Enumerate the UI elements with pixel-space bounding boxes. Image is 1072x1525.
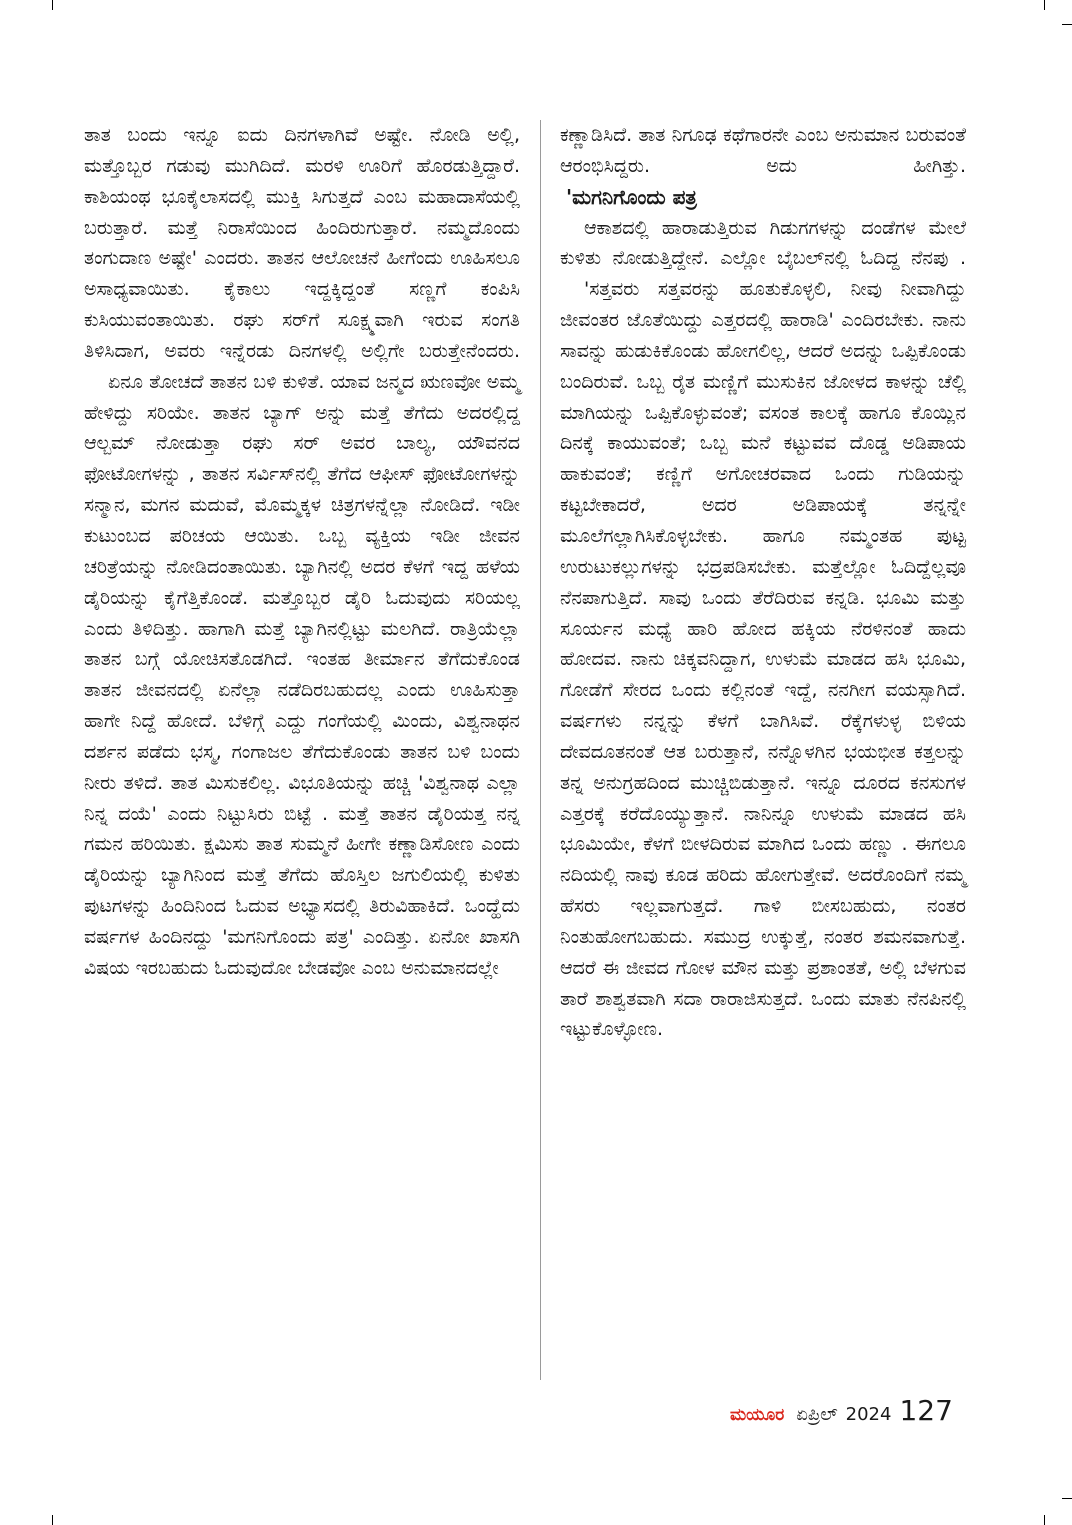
article-column-right	[560, 120, 966, 1045]
magazine-logo: ಮಯೂರ	[730, 1405, 785, 1425]
crop-mark-right-top	[1062, 24, 1072, 25]
paragraph: ತಾತ ಬಂದು ಇನ್ನೂ ಐದು ದಿನಗಳಾಗಿವೆ ಅಷ್ಟೇ. ನೋಡಿ ಅಲ್ಲಿ, ಮತ್ತೊಬ್ಬರ ಗಡುವು ಮುಗಿದಿದೆ. ಮರಳಿ ಊರಿಗೆ ಹೊರಡುತ್ತಿದ್ದಾರೆ. ಕಾಶಿಯಂಥ ಭೂಕೈಲಾಸದಲ್ಲಿ ಮುಕ್ತಿ ಸಿಗುತ್ತದೆ ಎಂಬ ಮಹಾದಾಸೆಯಲ್ಲಿ ಬರುತ್ತಾರೆ. ಮತ್ತೆ ನಿರಾಸೆಯಿಂದ ಹಿಂದಿರುಗುತ್ತಾರೆ. ನಮ್ಮದೊಂದು ತಂಗುದಾಣ ಅಷ್ಟೇ' ಎಂದರು. ತಾತನ ಆಲೋಚನೆ ಹೀಗೆಂದು ಊಹಿಸಲೂ ಅಸಾಧ್ಯವಾಯಿತು. ಕೈಕಾಲು ಇದ್ದಕ್ಕಿದ್ದಂತೆ ಸಣ್ಣಗೆ ಕಂಪಿಸಿ ಕುಸಿಯುವಂತಾಯಿತು. ರಘು ಸರ್‌ಗೆ ಸೂಕ್ಷ್ಮವಾಗಿ ಇರುವ ಸಂಗತಿ ತಿಳಿಸಿದಾಗ, ಅವರು ಇನ್ನೆರಡು ದಿನಗಳಲ್ಲಿ ಅಲ್ಲಿಗೇ ಬರುತ್ತೇನೆಂದರು.	[84, 124, 520, 362]
paragraph: ಆಕಾಶದಲ್ಲಿ ಹಾರಾಡುತ್ತಿರುವ ಗಿಡುಗಗಳನ್ನು ದಂಡೆಗಳ ಮೇಲೆ ಕುಳಿತು ನೋಡುತ್ತಿದ್ದೇನೆ. ಎಲ್ಲೋ ಬೈಬಲ್‌ನಲ್ಲಿ ಓದಿದ್ದ ನೆನಪು .	[560, 216, 966, 270]
crop-mark-bottom-left	[52, 1515, 53, 1525]
article-column-left	[84, 120, 520, 984]
column-divider	[540, 120, 541, 1380]
letter-heading: 'ಮಗನಿಗೊಂದು ಪತ್ರ	[566, 184, 697, 209]
paragraph: ಏನೂ ತೋಚದೆ ತಾತನ ಬಳಿ ಕುಳಿತೆ. ಯಾವ ಜನ್ಮದ ಋಣವೋ ಅಮ್ಮ ಹೇಳಿದ್ದು ಸರಿಯೇ. ತಾತನ ಬ್ಯಾಗ್ ಅನ್ನು ಮತ್ತೆ ತೆಗೆದು ಅದರಲ್ಲಿದ್ದ ಆಲ್ಬಮ್ ನೋಡುತ್ತಾ ರಘು ಸರ್ ಅವರ ಬಾಲ್ಯ, ಯೌವನದ ಫೋಟೋಗಳನ್ನು , ತಾತನ ಸರ್ವಿಸ್‌ನಲ್ಲಿ ತೆಗೆದ ಆಫೀಸ್ ಫೋಟೋಗಳನ್ನು ಸನ್ಮಾನ, ಮಗನ ಮದುವೆ, ಮೊಮ್ಮಕ್ಕಳ ಚಿತ್ರಗಳನ್ನೆಲ್ಲಾ ನೋಡಿದೆ. ಇಡೀ ಕುಟುಂಬದ ಪರಿಚಯ ಆಯಿತು. ಒಬ್ಬ ವ್ಯಕ್ತಿಯ ಇಡೀ ಜೀವನ ಚರಿತ್ರೆಯನ್ನು ನೋಡಿದಂತಾಯಿತು. ಬ್ಯಾಗಿನಲ್ಲಿ ಅದರ ಕೆಳಗೆ ಇದ್ದ ಹಳೆಯ ಡೈರಿಯನ್ನು ಕೈಗೆತ್ತಿಕೊಂಡೆ. ಮತ್ತೊಬ್ಬರ ಡೈರಿ ಓದುವುದು ಸರಿಯಲ್ಲ ಎಂದು ತಿಳಿದಿತ್ತು. ಹಾಗಾಗಿ ಮತ್ತೆ ಬ್ಯಾಗಿನಲ್ಲಿಟ್ಟು ಮಲಗಿದೆ. ರಾತ್ರಿಯೆಲ್ಲಾ ತಾತನ ಬಗ್ಗೆ ಯೋಚಿಸತೊಡಗಿದೆ. ಇಂತಹ ತೀರ್ಮಾನ ತೆಗೆದುಕೊಂಡ ತಾತನ ಜೀವನದಲ್ಲಿ ಏನೆಲ್ಲಾ ನಡೆದಿರಬಹುದಲ್ಲ ಎಂದು ಊಹಿಸುತ್ತಾ ಹಾಗೇ ನಿದ್ದೆ ಹೋದೆ. ಬೆಳಿಗ್ಗೆ ಎದ್ದು ಗಂಗೆಯಲ್ಲಿ ಮಿಂದು, ವಿಶ್ವನಾಥನ ದರ್ಶನ ಪಡೆದು ಭಸ್ಮ, ಗಂಗಾಜಲ ತೆಗೆದುಕೊಂಡು ತಾತನ ಬಳಿ ಬಂದು ನೀರು ತಳಿದೆ. ತಾತ ಮಿಸುಕಲಿಲ್ಲ. ವಿಭೂತಿಯನ್ನು ಹಚ್ಚಿ 'ವಿಶ್ವನಾಥ ಎಲ್ಲಾ ನಿನ್ನ ದಯೆ' ಎಂದು ನಿಟ್ಟುಸಿರು ಬಿಟ್ಟೆ . ಮತ್ತೆ ತಾತನ ಡೈರಿಯತ್ತ ನನ್ನ ಗಮನ ಹರಿಯಿತು. ಕ್ಷಮಿಸು ತಾತ ಸುಮ್ಮನೆ ಹೀಗೇ ಕಣ್ಣಾಡಿಸೋಣ ಎಂದು ಡೈರಿಯನ್ನು ಬ್ಯಾಗಿನಿಂದ ಮತ್ತೆ ತೆಗೆದು ಹೊಸ್ತಿಲ ಜಗುಲಿಯಲ್ಲಿ ಕುಳಿತು ಪುಟಗಳನ್ನು ಹಿಂದಿನಿಂದ ಓದುವ ಅಭ್ಯಾಸದಲ್ಲಿ ತಿರುವಿಹಾಕಿದೆ. ಒಂದ್ಹೆದು ವರ್ಷಗಳ ಹಿಂದಿನದ್ದು 'ಮಗನಿಗೊಂದು ಪತ್ರ' ಎಂದಿತ್ತು. ಏನೋ ಖಾಸಗಿ ವಿಷಯ ಇರಬಹುದು ಓದುವುದೋ ಬೇಡವೋ ಎಂಬ ಅನುಮಾನದಲ್ಲೇ	[84, 370, 520, 979]
crop-mark-right-bottom	[1062, 1498, 1072, 1499]
paragraph-continued: ಕಣ್ಣಾಡಿಸಿದೆ. ತಾತ ನಿಗೂಢ ಕಥೆಗಾರನೇ ಎಂಬ ಅನುಮಾನ ಬರುವಂತೆ ಆರಂಭಿಸಿದ್ದರು. ಅದು ಹೀಗಿತ್ತು.	[560, 124, 966, 177]
crop-mark-bottom-right	[1044, 1515, 1045, 1525]
page-number: 127	[899, 1394, 953, 1427]
crop-mark-top-left	[52, 0, 53, 10]
crop-mark-top-right	[1044, 0, 1045, 10]
issue-year: 2024	[845, 1404, 892, 1425]
issue-month: ಏಪ್ರಿಲ್	[796, 1404, 838, 1425]
paragraph: 'ಸತ್ತವರು ಸತ್ತವರನ್ನು ಹೂತುಕೊಳ್ಳಲಿ, ನೀವು ನೀವಾಗಿದ್ದು ಜೀವಂತರ ಜೊತೆಯಿದ್ದು ಎತ್ತರದಲ್ಲಿ ಹಾರಾಡಿ' ಎಂದಿರಬೇಕು. ನಾನು ಸಾವನ್ನು ಹುಡುಕಿಕೊಂಡು ಹೋಗಲಿಲ್ಲ, ಆದರೆ ಅದನ್ನು ಒಪ್ಪಿಕೊಂಡು ಬಂದಿರುವೆ. ಒಬ್ಬ ರೈತ ಮಣ್ಣಿಗೆ ಮುಸುಕಿನ ಜೋಳದ ಕಾಳನ್ನು ಚೆಲ್ಲಿ ಮಾಗಿಯನ್ನು ಒಪ್ಪಿಕೊಳ್ಳುವಂತೆ; ವಸಂತ ಕಾಲಕ್ಕೆ ಹಾಗೂ ಕೊಯ್ಲಿನ ದಿನಕ್ಕೆ ಕಾಯುವಂತೆ; ಒಬ್ಬ ಮನೆ ಕಟ್ಟುವವ ದೊಡ್ಡ ಅಡಿಪಾಯ ಹಾಕುವಂತೆ; ಕಣ್ಣಿಗೆ ಅಗೋಚರವಾದ ಒಂದು ಗುಡಿಯನ್ನು ಕಟ್ಟಬೇಕಾದರೆ, ಅದರ ಅಡಿಪಾಯಕ್ಕೆ ತನ್ನನ್ನೇ ಮೂಲೆಗಲ್ಲಾಗಿಸಿಕೊಳ್ಳಬೇಕು. ಹಾಗೂ ನಮ್ಮಂತಹ ಪುಟ್ಟ ಉರುಟುಕಲ್ಲುಗಳನ್ನು ಭದ್ರಪಡಿಸಬೇಕು. ಮತ್ತೆಲ್ಲೋ ಓದಿದ್ದೆಲ್ಲವೂ ನೆನಪಾಗುತ್ತಿದೆ. ಸಾವು ಒಂದು ತೆರೆದಿರುವ ಕನ್ನಡಿ. ಭೂಮಿ ಮತ್ತು ಸೂರ್ಯನ ಮಧ್ಯೆ ಹಾರಿ ಹೋದ ಹಕ್ಕಿಯ ನೆರಳಿನಂತೆ ಹಾದು ಹೋದವ. ನಾನು ಚಿಕ್ಕವನಿದ್ದಾಗ, ಉಳುಮೆ ಮಾಡದ ಹಸಿ ಭೂಮಿ, ಗೋಡೆಗೆ ಸೇರದ ಒಂದು ಕಲ್ಲಿನಂತೆ ಇದ್ದೆ, ನನಗೀಗ ವಯಸ್ಸಾಗಿದೆ. ವರ್ಷಗಳು ನನ್ನನ್ನು ಕೆಳಗೆ ಬಾಗಿಸಿವೆ. ರೆಕ್ಕೆಗಳುಳ್ಳ ಬಿಳಿಯ ದೇವದೂತನಂತೆ ಆತ ಬರುತ್ತಾನೆ, ನನ್ನೊಳಗಿನ ಭಯಭೀತ ಕತ್ತಲನ್ನು ತನ್ನ ಅನುಗ್ರಹದಿಂದ ಮುಚ್ಚಿಬಿಡುತ್ತಾನೆ. ಇನ್ನೂ ದೂರದ ಕನಸುಗಳ ಎತ್ತರಕ್ಕೆ ಕರೆದೊಯ್ಯುತ್ತಾನೆ. ನಾನಿನ್ನೂ ಉಳುಮೆ ಮಾಡದ ಹಸಿ ಭೂಮಿಯೇ, ಕೆಳಗೆ ಬೀಳದಿರುವ ಮಾಗಿದ ಒಂದು ಹಣ್ಣು . ಈಗಲೂ ನದಿಯಲ್ಲಿ ನಾವು ಕೂಡ ಹರಿದು ಹೋಗುತ್ತೇವೆ. ಅದರೊಂದಿಗೆ ನಮ್ಮ ಹೆಸರು ಇಲ್ಲವಾಗುತ್ತದೆ. ಗಾಳಿ ಬೀಸಬಹುದು, ನಂತರ ನಿಂತುಹೋಗಬಹುದು. ಸಮುದ್ರ ಉಕ್ಕುತ್ತೆ, ನಂತರ ಶಮನವಾಗುತ್ತೆ. ಆದರೆ ಈ ಜೀವದ ಗೋಳ ಮೌನ ಮತ್ತು ಪ್ರಶಾಂತತೆ, ಅಲ್ಲಿ ಬೆಳಗುವ ತಾರೆ ಶಾಶ್ವತವಾಗಿ ಸದಾ ರಾರಾಜಿಸುತ್ತದೆ. ಒಂದು ಮಾತು ನೆನಪಿನಲ್ಲಿ ಇಟ್ಟುಕೊಳ್ಳೋಣ.	[560, 278, 966, 1041]
page-footer	[730, 1394, 970, 1428]
